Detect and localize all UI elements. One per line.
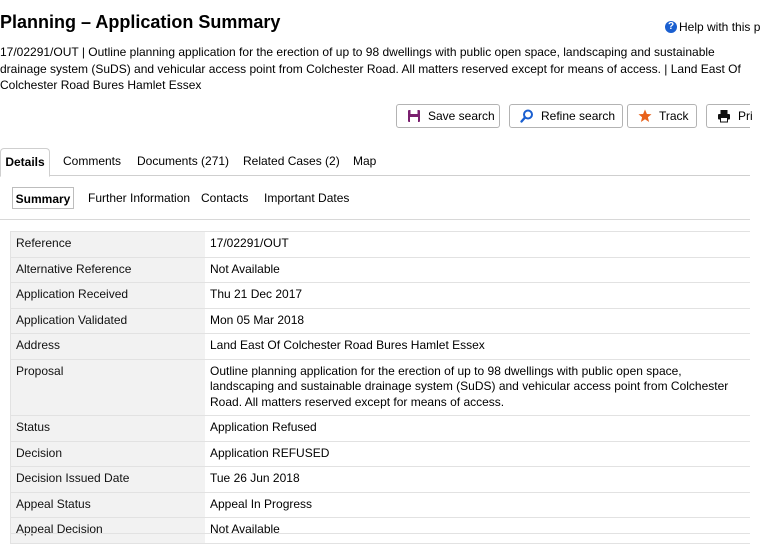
next-section-border <box>10 533 750 543</box>
row-value: Not Available <box>205 257 750 283</box>
row-label: Reference <box>11 232 206 258</box>
question-circle-icon: ? <box>665 21 677 33</box>
track-label: Track <box>659 109 689 123</box>
application-summary-text: 17/02291/OUT | Outline planning application for the erection of up to 98 dwellings with public open space, landscaping and sustainable drainage system (SuDS) and vehicular access point from Colchester Road. All matters reserved except for means of access. | Land East Of Colchester Road Bures Hamlet Essex <box>0 45 741 92</box>
floppy-disk-icon <box>407 109 421 123</box>
tab-documents[interactable]: Documents (271) <box>137 154 230 168</box>
sub-tabs <box>0 184 750 220</box>
row-label: Decision <box>11 441 206 467</box>
print-label: Pri <box>738 109 753 123</box>
row-value: Not Available <box>205 518 750 544</box>
row-label: Address <box>11 334 206 360</box>
row-value: Appeal In Progress <box>205 492 750 518</box>
table-row <box>11 257 751 283</box>
row-value: Outline planning application for the erection of up to 98 dwellings with public open space, landscaping and sustainable drainage system (SuDS) and vehicular access point from Colchester Road. All matters reserved except for means of access. <box>205 359 750 416</box>
row-value: Application REFUSED <box>205 441 750 467</box>
main-tabs <box>0 148 750 176</box>
star-icon <box>638 109 652 123</box>
row-label: Proposal <box>11 359 206 416</box>
print-button[interactable] <box>706 104 753 128</box>
save-search-button[interactable] <box>396 104 500 128</box>
row-value: Thu 21 Dec 2017 <box>205 283 750 309</box>
row-value: Application Refused <box>205 416 750 442</box>
table-row <box>11 467 751 493</box>
row-label: Application Received <box>11 283 206 309</box>
row-label: Appeal Status <box>11 492 206 518</box>
refine-search-label: Refine search <box>541 109 616 123</box>
printer-icon <box>717 109 731 123</box>
tab-map[interactable]: Map <box>353 154 377 168</box>
row-label: Status <box>11 416 206 442</box>
subtab-summary[interactable]: Summary <box>12 187 74 209</box>
table-row <box>11 232 751 258</box>
row-value: Land East Of Colchester Road Bures Hamlet Essex <box>205 334 750 360</box>
magnifier-icon <box>520 109 534 123</box>
row-label: Application Validated <box>11 308 206 334</box>
row-value: 17/02291/OUT <box>205 232 750 258</box>
refine-search-button[interactable] <box>509 104 623 128</box>
tab-related-cases[interactable]: Related Cases (2) <box>243 154 340 168</box>
row-value: Tue 26 Jun 2018 <box>205 467 750 493</box>
tab-details[interactable]: Details <box>0 148 50 177</box>
subtab-further-information[interactable]: Further Information <box>88 191 191 205</box>
table-row <box>11 359 751 416</box>
details-table <box>10 231 750 544</box>
help-link-label: Help with this p <box>679 20 760 34</box>
page-title: Planning – Application Summary <box>0 12 281 32</box>
table-row <box>11 308 751 334</box>
row-label: Alternative Reference <box>11 257 206 283</box>
table-row <box>11 334 751 360</box>
table-row <box>11 283 751 309</box>
row-label: Appeal Decision <box>11 518 206 544</box>
table-row <box>11 492 751 518</box>
row-value: Mon 05 Mar 2018 <box>205 308 750 334</box>
table-row <box>11 416 751 442</box>
table-row <box>11 441 751 467</box>
save-search-label: Save search <box>428 109 495 123</box>
subtab-contacts[interactable]: Contacts <box>201 191 249 205</box>
tab-comments[interactable]: Comments <box>63 154 122 168</box>
subtab-important-dates[interactable]: Important Dates <box>264 191 350 205</box>
track-button[interactable] <box>627 104 697 128</box>
help-link[interactable] <box>665 20 760 34</box>
row-label: Decision Issued Date <box>11 467 206 493</box>
